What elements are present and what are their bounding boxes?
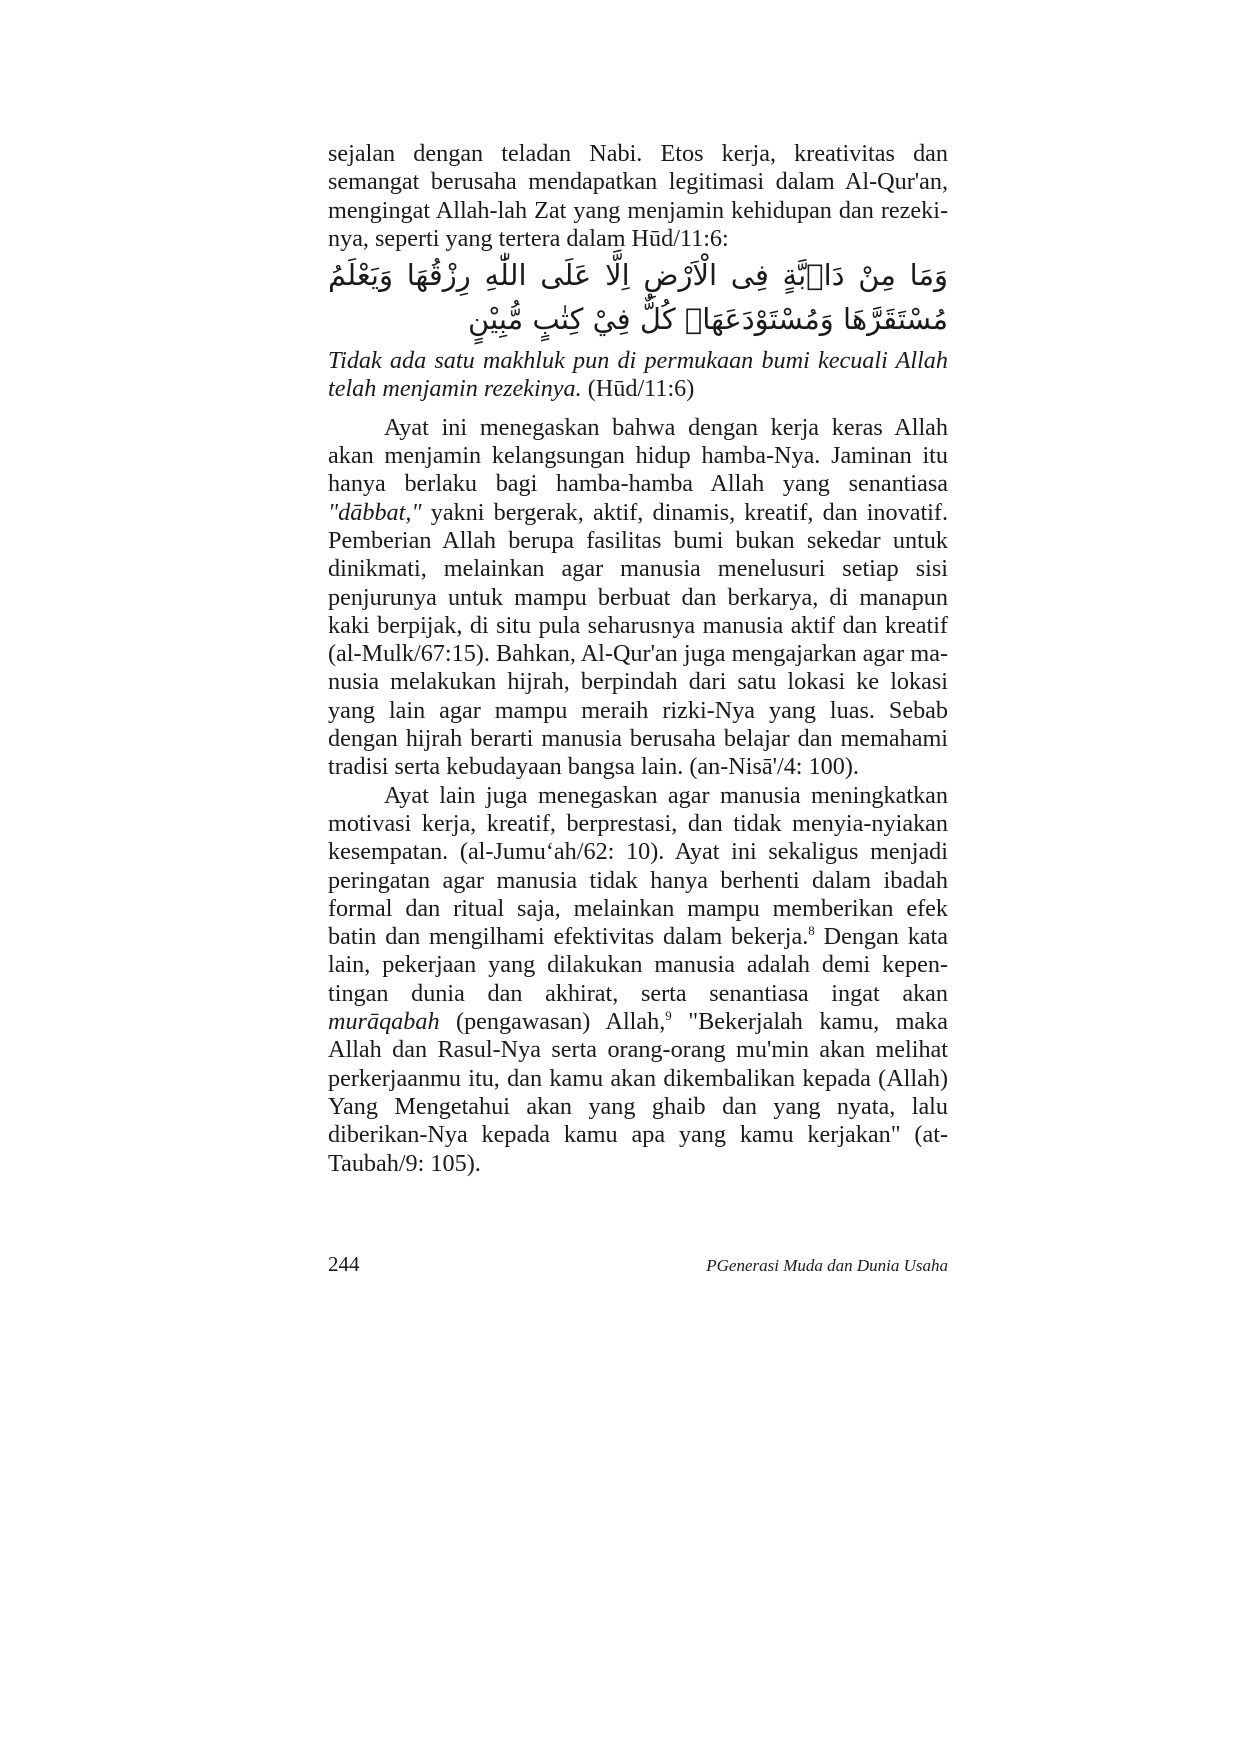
term-muraqabah: murāqabah — [328, 1008, 440, 1036]
page-footer — [328, 1252, 948, 1277]
body-paragraph-2 — [328, 414, 948, 782]
main-text-column — [328, 140, 948, 1178]
footnote-marker-9: 9 — [665, 1007, 672, 1023]
paragraph-3-part-d: "Bekerjalah kamu, maka Allah dan Rasul-Nya serta orang-orang mu'min akan melihat perkerjaanmu itu, dan kamu akan dikembalikan kepada (Allah) Yang Mengetahui akan yang ghaib dan yang nyata, lalu diberikan-Nya kepada kamu apa yang kamu kerjakan" (at-Taubah/9: 105). — [328, 1008, 948, 1177]
paragraph-3-part-a: Ayat lain juga menegaskan agar manusia meningkatkan motivasi kerja, kreatif, berprestasi, dan tidak menyia-nyiakan kesempatan. (al-Jumuʻah/62: 10). Ayat ini sekaligus menjadi peringatan agar manusia tidak hanya berhenti dalam ibadah formal dan ritual saja, melainkan mampu memberikan efek batin dan mengilhami efektivitas dalam bekerja. — [328, 781, 948, 951]
translation-text: Tidak ada satu makhluk pun di permukaan bumi kecuali Allah telah menjamin rezekinya. — [328, 347, 948, 403]
page-number: 244 — [328, 1252, 360, 1276]
paragraph-3-part-c: (pengawasan) Allah, — [439, 1008, 666, 1036]
body-paragraph-3 — [328, 782, 948, 1178]
running-title: PGenerasi Muda dan Dunia Usaha — [706, 1256, 948, 1275]
term-dabbat: "dābbat," — [328, 498, 422, 526]
verse-translation — [328, 347, 948, 404]
paragraph-2-rest: yakni bergerak, aktif, dinamis, kreatif, dan inovatif. Pemberian Allah berupa fasilitas bumi bukan sekedar untuk dinikmati, melainkan agar manusia menelusuri setiap sisi penjurunya untuk mampu berbuat dan berkarya, di manapun kaki berpijak, di situ pula seharusnya manusia aktif dan kreatif (al-Mulk/67:15). Bahkan, Al-Qur'an juga mengajarkan agar manusia melakukan hijrah, berpindah dari satu lokasi ke lokasi yang lain agar mampu meraih rizki-Nya yang luas. Sebab dengan hijrah berarti manusia berusaha belajar dan memahami tradisi serta kebudayaan bangsa lain. (an-Nisā'/4: 100). — [328, 498, 948, 781]
paragraph-3-part-b: Dengan kata lain, pekerjaan yang dilakukan manusia adalah demi kepentingan dunia dan akhirat, serta senantiasa ingat akan — [328, 923, 948, 1007]
translation-reference: (Hūd/11:6) — [581, 375, 695, 403]
footnote-marker-8: 8 — [808, 923, 815, 939]
paragraph-2-text: Ayat ini menegaskan bahwa dengan kerja keras Allah akan menjamin kelangsungan hidup hamba-Nya. Jaminan itu hanya berlaku bagi hamba-hamba Allah yang senantiasa — [328, 413, 948, 498]
intro-paragraph: sejalan dengan teladan Nabi. Etos kerja, kreativitas dan semangat berusaha mendapatkan legitimasi dalam Al-Qur'an, mengingat Allah-lah Zat yang menjamin kehidupan dan rezekinya, seperti yang tertera dalam Hūd/11:6: — [328, 140, 948, 252]
arabic-verse: وَمَا مِنْ دَاۤبَّةٍ فِى الْاَرْضِ اِلَّا عَلَى اللّٰهِ رِزْقُهَا وَيَعْلَمُ مُسْتَقَرَّهَا وَمُسْتَوْدَعَهَاۗ كُلٌّ فِيْ كِتٰبٍ مُّبِيْنٍ — [328, 258, 948, 337]
